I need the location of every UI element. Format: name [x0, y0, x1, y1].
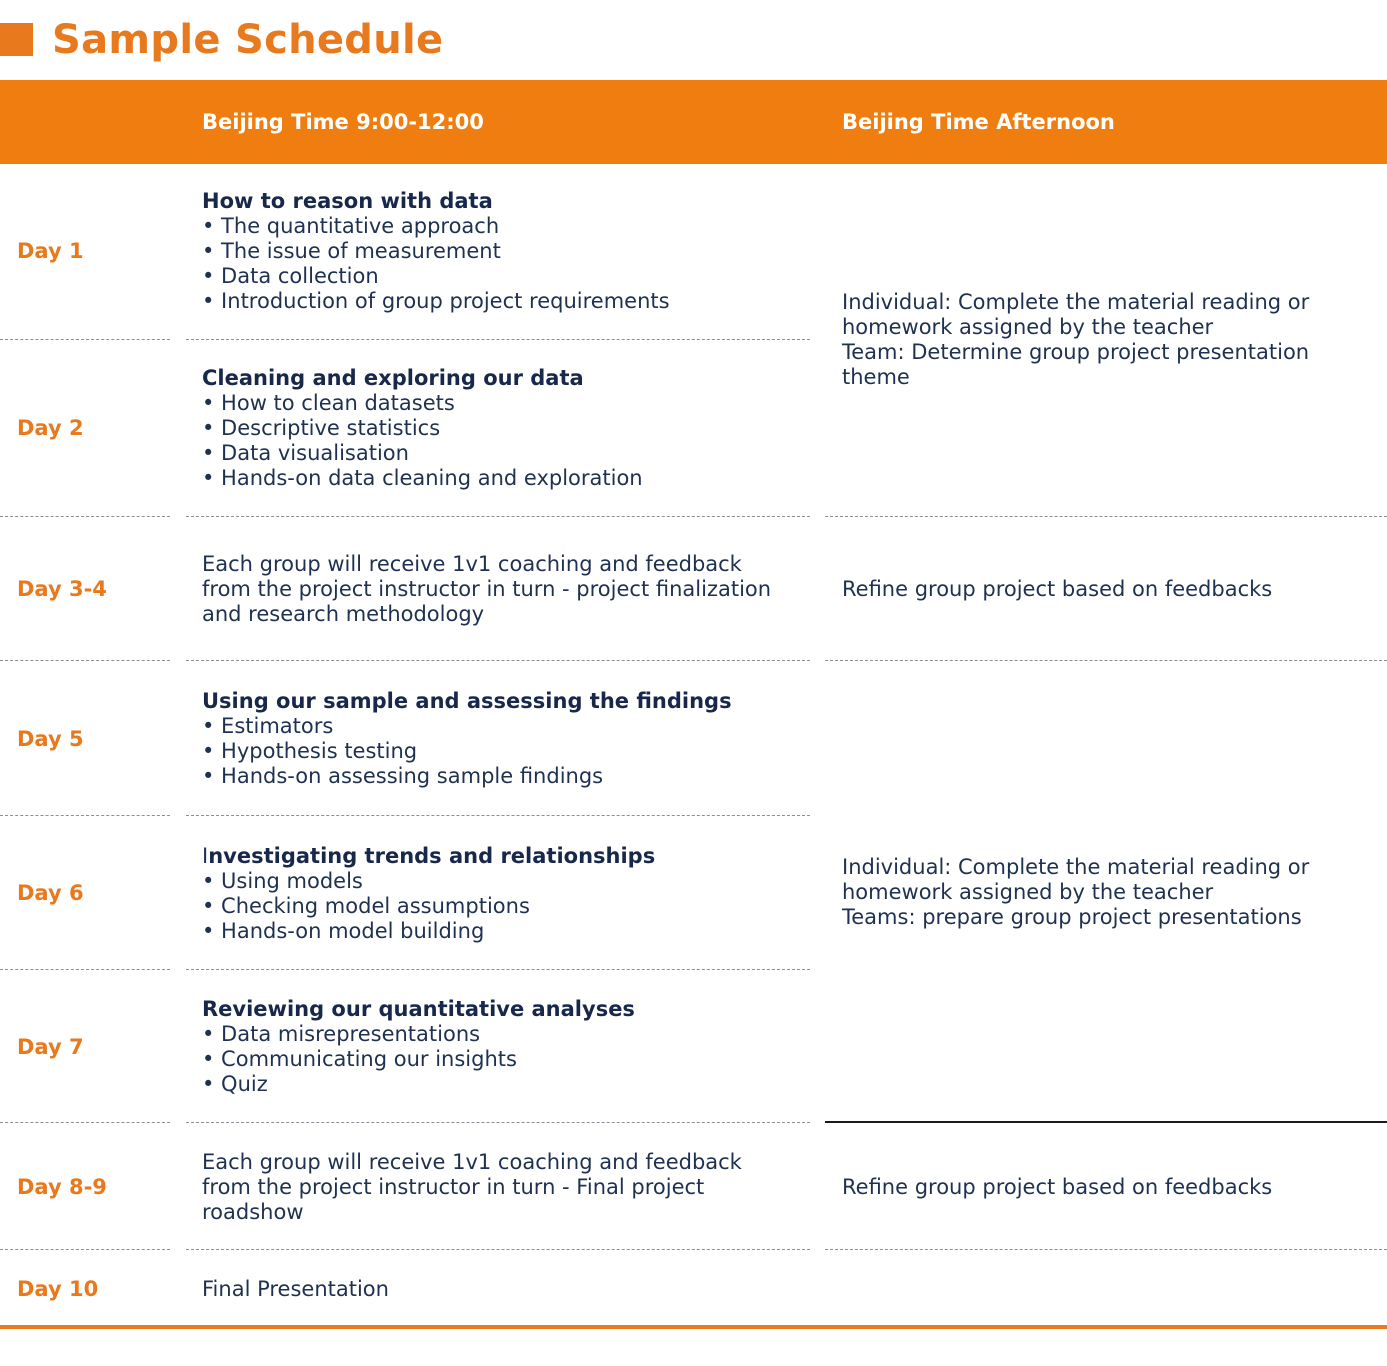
session-item: • How to clean datasets	[202, 391, 455, 415]
session-item: • Hypothesis testing	[202, 739, 418, 763]
session-line: from the project instructor in turn - Final project	[202, 1175, 705, 1199]
day-label: Day 5	[17, 727, 84, 751]
afternoon-line: theme	[842, 365, 910, 389]
row-divider	[186, 660, 810, 661]
afternoon-line: homework assigned by the teacher	[842, 880, 1214, 904]
afternoon-line: Individual: Complete the material reading or	[842, 855, 1310, 879]
session-item: • Checking model assumptions	[202, 894, 530, 918]
afternoon-line: Refine group project based on feedbacks	[842, 1175, 1273, 1199]
session-line: Each group will receive 1v1 coaching and feedback	[202, 552, 742, 576]
session-heading: Using our sample and assessing the findings	[202, 689, 732, 713]
row-divider	[0, 1249, 170, 1250]
session-item: • Data collection	[202, 264, 379, 288]
session-item: • The quantitative approach	[202, 214, 500, 238]
morning-day1	[202, 189, 670, 314]
session-item: • Estimators	[202, 714, 334, 738]
row-divider	[825, 660, 1387, 661]
header-morning: Beijing Time 9:00-12:00	[202, 110, 484, 134]
session-item: • Hands-on data cleaning and exploration	[202, 466, 643, 490]
row-divider	[186, 815, 810, 816]
day-label: Day 2	[17, 416, 84, 440]
day-label: Day 6	[17, 881, 84, 905]
session-line: and research methodology	[202, 602, 485, 626]
page-title: Sample Schedule	[52, 17, 444, 63]
afternoon-line: Teams: prepare group project presentations	[842, 905, 1302, 929]
session-item: • Communicating our insights	[202, 1047, 517, 1071]
row-divider	[825, 1249, 1387, 1250]
morning-day10	[202, 1277, 389, 1302]
session-line: from the project instructor in turn - project finalization	[202, 577, 772, 601]
row-divider	[186, 339, 810, 340]
session-item: • Data misrepresentations	[202, 1022, 481, 1046]
session-item: • Introduction of group project requirements	[202, 289, 670, 313]
row-divider-solid	[825, 1121, 1387, 1123]
morning-day2	[202, 366, 643, 491]
afternoon-day5-7	[842, 855, 1309, 930]
day-label: Day 3-4	[17, 577, 107, 601]
header-afternoon: Beijing Time Afternoon	[842, 110, 1115, 134]
session-item: • Using models	[202, 869, 363, 893]
row-divider	[0, 339, 170, 340]
morning-day5	[202, 689, 732, 789]
row-divider	[0, 516, 170, 517]
session-item: • Data visualisation	[202, 441, 409, 465]
session-item: • Hands-on model building	[202, 919, 485, 943]
row-divider	[0, 815, 170, 816]
session-item: • Hands-on assessing sample findings	[202, 764, 604, 788]
session-heading: How to reason with data	[202, 189, 493, 213]
afternoon-line: Refine group project based on feedbacks	[842, 577, 1273, 601]
session-heading: Reviewing our quantitative analyses	[202, 997, 635, 1021]
afternoon-day3-4	[842, 577, 1272, 602]
afternoon-day1-2	[842, 290, 1309, 390]
session-item: • Descriptive statistics	[202, 416, 441, 440]
title-marker	[0, 23, 33, 56]
day-label: Day 1	[17, 239, 84, 263]
morning-day6	[202, 844, 655, 944]
row-divider	[186, 516, 810, 517]
afternoon-line: homework assigned by the teacher	[842, 315, 1214, 339]
afternoon-line: Individual: Complete the material reading or	[842, 290, 1310, 314]
day-label: Day 10	[17, 1277, 99, 1301]
row-divider	[186, 1249, 810, 1250]
row-divider	[186, 1122, 810, 1123]
heading-rest: nvestigating trends and relationships	[208, 844, 656, 868]
heading-initial: I	[202, 844, 209, 868]
session-item: • The issue of measurement	[202, 239, 501, 263]
morning-day8-9	[202, 1150, 742, 1225]
row-divider	[0, 969, 170, 970]
row-divider	[825, 516, 1387, 517]
row-divider	[0, 1122, 170, 1123]
day-label: Day 7	[17, 1035, 84, 1059]
session-heading: Cleaning and exploring our data	[202, 366, 584, 390]
session-line: Final Presentation	[202, 1277, 389, 1301]
session-line: roadshow	[202, 1200, 304, 1224]
afternoon-line: Team: Determine group project presentation	[842, 340, 1310, 364]
morning-day7	[202, 997, 635, 1097]
afternoon-day8-9	[842, 1175, 1272, 1200]
morning-day3-4	[202, 552, 771, 627]
session-heading	[202, 844, 655, 869]
bottom-rule	[0, 1325, 1387, 1329]
row-divider	[186, 969, 810, 970]
session-item: • Quiz	[202, 1072, 268, 1096]
day-label: Day 8-9	[17, 1175, 107, 1199]
session-line: Each group will receive 1v1 coaching and feedback	[202, 1150, 742, 1174]
row-divider	[0, 660, 170, 661]
